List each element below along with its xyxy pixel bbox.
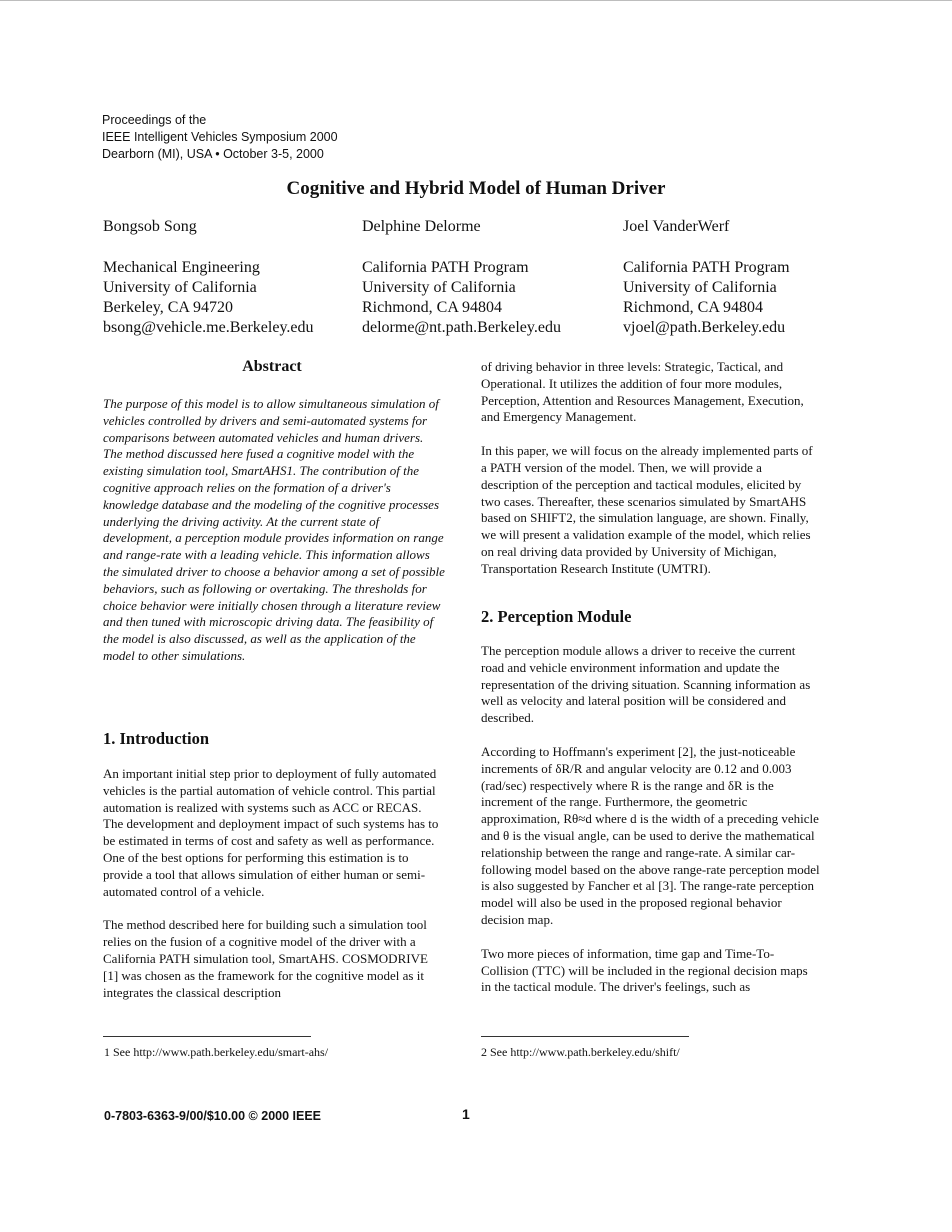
paragraph: The perception module allows a driver to receive the current road and vehicle environment information and update the representation of the driving situation. Scanning information as well as velocity and lateral position will be considered and described. (481, 643, 811, 726)
author-name: Bongsob Song (103, 218, 197, 235)
affiliation-org: University of California (362, 279, 516, 296)
page-top-border (0, 0, 952, 1)
footnote-1: 1 See http://www.path.berkeley.edu/smart-ahs/ (104, 1045, 329, 1059)
paragraph: Two more pieces of information, time gap and Time-To-Collision (TTC) will be included in the regional decision maps in the tactical module. The driver's feelings, such as (481, 945, 808, 995)
section-heading-perception: 2. Perception Module (481, 607, 632, 626)
affiliation-city: Berkeley, CA 94720 (103, 299, 234, 316)
affiliation-dept: California PATH Program (623, 259, 790, 276)
paragraph: According to Hoffmann's experiment [2], the just-noticeable increments of δR/R and angular velocity are 0.12 and 0.003 (rad/sec) respectively where R is the range and δR is the increment of the range. Furthermore, the geometric approximation, Rθ≈d where d is the width of a preceding vehicle and θ is the visual angle, can be used to derive the mathematical relationship between the range and range-rate. A similar car-following model based on the above range-rate perception model is also suggested by Fancher et al [3]. The range-rate perception model will also be used in the proposed regional behavior decision map. (481, 743, 820, 927)
affiliation-dept: Mechanical Engineering (103, 259, 260, 276)
author-name: Delphine Delorme (362, 218, 481, 235)
affiliation-city: Richmond, CA 94804 (623, 299, 764, 316)
affiliation-org: University of California (623, 279, 777, 296)
abstract-text: The purpose of this model is to allow simultaneous simulation of vehicles controlled by drivers and semi-automated systems for comparisons between automated vehicles and human drivers. The method discussed here fused a cognitive model with the existing simulation tool, SmartAHS1. The contribution of the cognitive approach relies on the formation of a driver's knowledge database and the modeling of the cognitive processes underlying the driving activity. At the current state of development, a perception module provides information on range and range-rate with a leading vehicle. This information allows the simulated driver to choose a behavior among a set of possible behaviors, such as following or overtaking. The thresholds for choice behavior were initially chosen through a literature review and then tuned with microscopic driving data. The feasibility of the model is also discussed, as well as the application of the model to other simulations. (103, 396, 445, 663)
footnote-2: 2 See http://www.path.berkeley.edu/shift/ (481, 1045, 680, 1059)
right-column-body (481, 359, 821, 578)
affiliation-org: University of California (103, 279, 257, 296)
proceedings-header (102, 112, 338, 163)
paragraph: In this paper, we will focus on the already implemented parts of a PATH version of the model. Then, we will provide a description of the perception and tactical modules, elicited by two cases. Thereafter, these scenarios simulated by SmartAHS based on SHIFT2, the simulation language, are shown. Finally, we will present a validation example of the model, which relies on real driving data provided by University of Michigan, Transportation Research Institute (UMTRI). (481, 443, 813, 576)
author-email: vjoel@path.Berkeley.edu (623, 319, 786, 336)
paper-title: Cognitive and Hybrid Model of Human Driver (286, 178, 666, 199)
affiliation-city: Richmond, CA 94804 (362, 299, 503, 316)
section-heading-introduction: 1. Introduction (103, 729, 210, 748)
author-affiliation (623, 258, 790, 338)
paragraph: An important initial step prior to deployment of fully automated vehicles is the partial automation of vehicle control. This partial automation is realized with systems such as ACC or RECAS. The development and deployment impact of such systems has to be estimated in terms of cost and safety as well as performance. One of the best options for performing this estimation is to provide a tool that allows simulation of either human or semi-automated control of a vehicle. (103, 766, 439, 899)
header-line: IEEE Intelligent Vehicles Symposium 2000 (102, 130, 338, 144)
copyright-line: 0-7803-6363-9/00/$10.00 © 2000 IEEE (104, 1109, 322, 1123)
right-column-body-2 (481, 643, 821, 996)
paragraph: The method described here for building such a simulation tool relies on the fusion of a cognitive model of the driver with a California PATH simulation tool, SmartAHS. COSMODRIVE [1] was chosen as the framework for the cognitive model as it integrates the classical description (103, 917, 428, 1000)
author-email: bsong@vehicle.me.Berkeley.edu (103, 319, 314, 336)
author-affiliation (103, 258, 314, 338)
header-line: Dearborn (MI), USA • October 3-5, 2000 (102, 147, 324, 161)
header-line: Proceedings of the (102, 113, 207, 127)
footnote-rule (103, 1036, 311, 1037)
left-column-body (103, 766, 443, 1001)
affiliation-dept: California PATH Program (362, 259, 529, 276)
author-affiliation (362, 258, 561, 338)
paragraph: of driving behavior in three levels: Strategic, Tactical, and Operational. It utilizes the addition of four more modules, Perception, Attention and Resources Management, Execution, and Emergency Management. (481, 359, 804, 425)
author-email: delorme@nt.path.Berkeley.edu (362, 319, 561, 336)
page-number: 1 (462, 1106, 470, 1122)
author-name: Joel VanderWerf (623, 218, 730, 235)
footnote-rule (481, 1036, 689, 1037)
abstract-heading: Abstract (242, 358, 302, 375)
